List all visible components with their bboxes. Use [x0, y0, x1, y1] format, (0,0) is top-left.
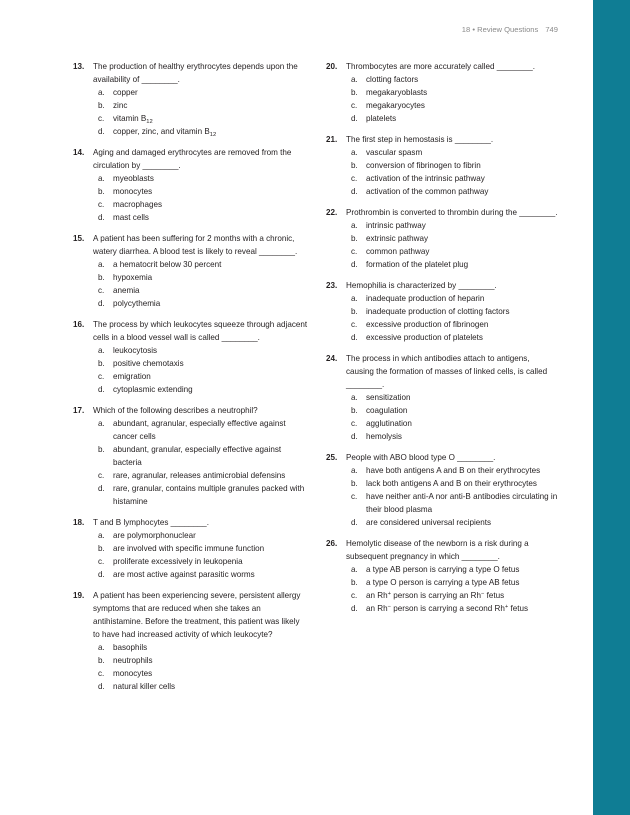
option-letter: b.	[98, 101, 105, 110]
answer-option	[93, 641, 308, 654]
answer-option	[93, 568, 308, 581]
chapter-label: 18 • Review Questions	[461, 25, 539, 34]
superscript: +	[504, 604, 509, 610]
option-text-block	[366, 114, 396, 123]
option-letter: c.	[351, 591, 358, 600]
option-text: fetus	[508, 604, 529, 613]
option-text: are involved with specific immune function	[113, 544, 265, 553]
option-text-block	[113, 88, 138, 97]
option-text: extrinsic pathway	[366, 234, 429, 243]
answer-option	[346, 245, 558, 258]
question-number: 21.	[326, 135, 338, 144]
option-text: person is carrying a second Rh	[391, 604, 505, 613]
option-text: polycythemia	[113, 299, 161, 308]
option-text: mast cells	[113, 213, 149, 222]
option-letter: c.	[98, 372, 105, 381]
question-text: Aging and damaged erythrocytes are removed from the circulation by ________.	[93, 148, 292, 170]
option-text-block	[366, 466, 540, 475]
option-text-block	[366, 294, 484, 303]
answer-option	[346, 490, 558, 516]
answer-option	[346, 589, 558, 602]
option-text: are polymorphonuclear	[113, 531, 196, 540]
option-text: abundant, granular, especially effective against bacteria	[113, 445, 282, 467]
option-text-block	[113, 656, 153, 665]
option-letter: b.	[351, 161, 358, 170]
option-text: excessive production of fibrinogen	[366, 320, 489, 329]
option-text-block	[113, 286, 140, 295]
option-letter: d.	[351, 187, 358, 196]
question-number: 15.	[73, 234, 85, 243]
option-letter: d.	[98, 570, 105, 579]
option-letter: d.	[351, 432, 358, 441]
option-text-block	[366, 148, 422, 157]
option-letter: c.	[351, 101, 358, 110]
question-14	[73, 146, 308, 224]
option-text: inadequate production of clotting factors	[366, 307, 510, 316]
question-text: The process by which leukocytes squeeze through adjacent cells in a blood vessel wall is called ________.	[93, 320, 308, 342]
option-text-block	[366, 393, 411, 402]
answer-option	[346, 331, 558, 344]
option-text-block	[113, 484, 304, 506]
option-text: lack both antigens A and B on their erythrocytes	[366, 479, 537, 488]
question-text: Hemolytic disease of the newborn is a risk during a subsequent pregnancy in which ________.	[346, 539, 529, 561]
option-text: excessive production of platelets	[366, 333, 483, 342]
option-letter: b.	[98, 656, 105, 665]
question-number: 14.	[73, 148, 85, 157]
option-text: positive chemotaxis	[113, 359, 184, 368]
answer-option	[346, 146, 558, 159]
question-number: 16.	[73, 320, 85, 329]
answer-option	[346, 258, 558, 271]
question-20	[326, 60, 558, 125]
answer-option	[346, 112, 558, 125]
option-text-block	[366, 161, 481, 170]
option-text: platelets	[366, 114, 397, 123]
option-text-block	[366, 565, 519, 574]
option-text: person is carrying an Rh	[391, 591, 481, 600]
answer-option	[93, 99, 308, 112]
question-21	[326, 133, 558, 198]
question-number: 13.	[73, 62, 85, 71]
option-text-block	[366, 419, 412, 428]
option-letter: b.	[351, 479, 358, 488]
option-text: hemolysis	[366, 432, 402, 441]
question-number: 24.	[326, 354, 338, 363]
answer-option	[346, 430, 558, 443]
option-letter: d.	[98, 213, 105, 222]
answer-option	[93, 469, 308, 482]
option-letter: b.	[351, 406, 358, 415]
question-text: A patient has been suffering for 2 months with a chronic, watery diarrhea. A blood test is likely to reveal ________.	[93, 234, 298, 256]
question-number: 22.	[326, 208, 338, 217]
option-text: activation of the intrinsic pathway	[366, 174, 485, 183]
option-letter: a.	[98, 531, 105, 540]
answer-option	[346, 404, 558, 417]
option-text-block	[113, 445, 281, 467]
option-text-block	[113, 570, 255, 579]
option-text-block	[366, 221, 426, 230]
option-letter: b.	[351, 234, 358, 243]
option-letter: b.	[351, 88, 358, 97]
option-text-block	[366, 75, 418, 84]
answer-option	[93, 529, 308, 542]
answer-option	[346, 292, 558, 305]
option-text: are considered universal recipients	[366, 518, 492, 527]
answer-option	[346, 185, 558, 198]
option-text: basophils	[113, 643, 148, 652]
option-text: leukocytosis	[113, 346, 158, 355]
option-letter: d.	[351, 518, 358, 527]
option-text-block	[366, 432, 402, 441]
option-text: vascular spasm	[366, 148, 423, 157]
answer-option	[93, 125, 308, 138]
option-letter: a.	[351, 565, 358, 574]
option-text: natural killer cells	[113, 682, 176, 691]
option-text: rare, agranular, releases antimicrobial defensins	[113, 471, 286, 480]
question-number: 18.	[73, 518, 85, 527]
answer-option	[346, 159, 558, 172]
question-text: The production of healthy erythrocytes depends upon the availability of ________.	[93, 62, 298, 84]
option-text-block	[366, 234, 428, 243]
option-letter: d.	[98, 127, 105, 136]
question-23	[326, 279, 558, 344]
option-letter: b.	[98, 445, 105, 454]
answer-option	[346, 477, 558, 490]
option-letter: c.	[98, 200, 105, 209]
answer-option	[93, 198, 308, 211]
option-text-block	[366, 479, 537, 488]
option-text-block	[366, 88, 427, 97]
option-text-block	[366, 174, 485, 183]
question-19	[73, 589, 308, 693]
option-text: vitamin B	[113, 114, 147, 123]
question-15	[73, 232, 308, 310]
option-text: formation of the platelet plug	[366, 260, 469, 269]
option-text-block	[113, 101, 127, 110]
answer-option	[93, 297, 308, 310]
option-text: cytoplasmic extending	[113, 385, 193, 394]
option-text: an Rh	[366, 591, 388, 600]
option-letter: c.	[98, 471, 105, 480]
superscript: −	[387, 604, 391, 610]
option-text: macrophages	[113, 200, 163, 209]
question-number: 25.	[326, 453, 338, 462]
left-column	[73, 60, 308, 701]
answer-option	[93, 271, 308, 284]
option-text: neutrophils	[113, 656, 153, 665]
option-text: hypoxemia	[113, 273, 153, 282]
option-text: anemia	[113, 286, 140, 295]
answer-option	[93, 667, 308, 680]
option-letter: a.	[351, 393, 358, 402]
superscript: +	[387, 591, 391, 597]
running-header	[400, 25, 558, 34]
option-text: zinc	[113, 101, 128, 110]
question-text: Thrombocytes are more accurately called ________.	[346, 62, 535, 71]
option-letter: a.	[351, 148, 358, 157]
option-text: conversion of fibrinogen to fibrin	[366, 161, 481, 170]
answer-option	[93, 542, 308, 555]
question-text: T and B lymphocytes ________.	[93, 518, 209, 527]
question-text: The process in which antibodies attach to antigens, causing the formation of masses of linked cells, is called ________.	[346, 354, 548, 389]
option-letter: c.	[351, 247, 358, 256]
option-text: intrinsic pathway	[366, 221, 426, 230]
question-text: Which of the following describes a neutrophil?	[93, 406, 258, 415]
option-letter: a.	[98, 174, 105, 183]
answer-option	[346, 391, 558, 404]
option-text: activation of the common pathway	[366, 187, 489, 196]
right-column	[326, 60, 558, 623]
question-text: The first step in hemostasis is ________.	[346, 135, 494, 144]
option-text: megakaryoblasts	[366, 88, 428, 97]
option-letter: b.	[351, 307, 358, 316]
option-text: inadequate production of heparin	[366, 294, 485, 303]
option-text: an Rh	[366, 604, 388, 613]
answer-option	[346, 563, 558, 576]
option-text: abundant, agranular, especially effective against cancer cells	[113, 419, 286, 441]
option-text: sensitization	[366, 393, 411, 402]
option-letter: d.	[351, 114, 358, 123]
option-text-block	[366, 307, 510, 316]
question-text: Prothrombin is converted to thrombin during the ________.	[346, 208, 558, 217]
option-text-block	[113, 260, 221, 269]
option-text: agglutination	[366, 419, 412, 428]
answer-option	[93, 383, 308, 396]
option-text: coagulation	[366, 406, 408, 415]
answer-option	[93, 86, 308, 99]
subscript: 12	[209, 132, 217, 138]
option-letter: d.	[98, 299, 105, 308]
option-text-block	[366, 492, 557, 514]
option-text-block	[113, 346, 157, 355]
question-18	[73, 516, 308, 581]
option-text-block	[113, 187, 152, 196]
superscript: −	[480, 591, 485, 597]
answer-option	[93, 417, 308, 443]
question-text: People with ABO blood type O ________.	[346, 453, 496, 462]
option-text-block	[113, 682, 175, 691]
option-letter: a.	[98, 346, 105, 355]
option-text-block	[366, 247, 429, 256]
option-text-block	[113, 419, 286, 441]
answer-option	[93, 211, 308, 224]
option-text-block	[366, 604, 528, 613]
answer-option	[346, 318, 558, 331]
option-letter: a.	[351, 221, 358, 230]
option-letter: a.	[98, 88, 105, 97]
option-text-block	[113, 359, 184, 368]
option-text-block	[366, 320, 488, 329]
option-text-block	[366, 260, 468, 269]
answer-option	[93, 482, 308, 508]
option-text-block	[366, 591, 504, 600]
option-letter: b.	[351, 578, 358, 587]
question-16	[73, 318, 308, 396]
option-text: a type AB person is carrying a type O fetus	[366, 565, 520, 574]
option-letter: a.	[351, 466, 358, 475]
option-text-block	[113, 372, 151, 381]
option-text-block	[113, 299, 160, 308]
answer-option	[93, 555, 308, 568]
option-text-block	[113, 544, 264, 553]
question-22	[326, 206, 558, 271]
answer-option	[346, 172, 558, 185]
option-letter: c.	[98, 669, 105, 678]
option-text: myeoblasts	[113, 174, 154, 183]
chapter-color-bar	[593, 0, 630, 815]
answer-option	[346, 232, 558, 245]
answer-option	[93, 344, 308, 357]
question-24	[326, 352, 558, 443]
option-text: a hematocrit below 30 percent	[113, 260, 222, 269]
question-text: Hemophilia is characterized by ________.	[346, 281, 497, 290]
option-text-block	[113, 273, 152, 282]
option-text-block	[366, 578, 519, 587]
option-letter: a.	[98, 419, 105, 428]
option-text: clotting factors	[366, 75, 419, 84]
answer-option	[346, 219, 558, 232]
option-text: have neither anti-A nor anti-B antibodies circulating in their blood plasma	[366, 492, 558, 514]
option-letter: c.	[98, 286, 105, 295]
answer-option	[346, 516, 558, 529]
answer-option	[93, 443, 308, 469]
option-text: emigration	[113, 372, 151, 381]
page-number: 749	[545, 25, 558, 34]
answer-option	[346, 417, 558, 430]
question-number: 20.	[326, 62, 338, 71]
option-text-block	[113, 127, 216, 136]
option-text: fetus	[484, 591, 505, 600]
answer-option	[93, 172, 308, 185]
answer-option	[93, 284, 308, 297]
option-text-block	[366, 518, 491, 527]
option-letter: c.	[351, 492, 358, 501]
answer-option	[93, 258, 308, 271]
option-text: megakaryocytes	[366, 101, 425, 110]
answer-option	[93, 357, 308, 370]
option-letter: a.	[98, 643, 105, 652]
option-text: proliferate excessively in leukopenia	[113, 557, 243, 566]
option-letter: d.	[98, 385, 105, 394]
question-26	[326, 537, 558, 615]
option-text: monocytes	[113, 187, 153, 196]
answer-option	[346, 602, 558, 615]
option-text-block	[113, 200, 162, 209]
answer-option	[346, 305, 558, 318]
option-letter: c.	[98, 114, 105, 123]
option-text: have both antigens A and B on their erythrocytes	[366, 466, 541, 475]
option-text-block	[113, 643, 147, 652]
option-letter: b.	[98, 544, 105, 553]
option-text: are most active against parasitic worms	[113, 570, 255, 579]
option-text: monocytes	[113, 669, 153, 678]
option-text-block	[113, 213, 149, 222]
option-letter: b.	[98, 273, 105, 282]
subscript: 12	[146, 119, 153, 125]
option-text-block	[113, 114, 153, 123]
question-17	[73, 404, 308, 508]
option-text-block	[113, 471, 285, 480]
question-13	[73, 60, 308, 138]
answer-option	[93, 680, 308, 693]
option-letter: d.	[351, 604, 358, 613]
option-letter: d.	[98, 682, 105, 691]
option-letter: a.	[351, 75, 358, 84]
answer-option	[93, 654, 308, 667]
answer-option	[346, 576, 558, 589]
option-text-block	[113, 557, 243, 566]
answer-option	[346, 99, 558, 112]
option-text: common pathway	[366, 247, 430, 256]
answer-option	[93, 370, 308, 383]
question-number: 19.	[73, 591, 85, 600]
answer-option	[346, 73, 558, 86]
option-text: a type O person is carrying a type AB fetus	[366, 578, 520, 587]
option-letter: c.	[351, 174, 358, 183]
question-number: 17.	[73, 406, 85, 415]
option-letter: d.	[351, 333, 358, 342]
question-number: 26.	[326, 539, 338, 548]
answer-option	[346, 86, 558, 99]
option-text: copper	[113, 88, 138, 97]
option-text-block	[113, 174, 154, 183]
option-text: copper, zinc, and vitamin B	[113, 127, 210, 136]
option-text: rare, granular, contains multiple granules packed with histamine	[113, 484, 305, 506]
option-text-block	[113, 669, 152, 678]
option-text-block	[366, 101, 425, 110]
option-text-block	[366, 333, 483, 342]
answer-option	[346, 464, 558, 477]
option-letter: b.	[98, 359, 105, 368]
answer-option	[93, 112, 308, 125]
option-letter: a.	[98, 260, 105, 269]
answer-option	[93, 185, 308, 198]
question-25	[326, 451, 558, 529]
option-letter: c.	[351, 320, 358, 329]
option-letter: c.	[351, 419, 358, 428]
option-letter: d.	[351, 260, 358, 269]
option-text-block	[113, 385, 193, 394]
option-letter: c.	[98, 557, 105, 566]
option-letter: b.	[98, 187, 105, 196]
option-text-block	[113, 531, 196, 540]
option-text-block	[366, 187, 488, 196]
option-text-block	[366, 406, 407, 415]
option-letter: a.	[351, 294, 358, 303]
question-number: 23.	[326, 281, 338, 290]
question-text: A patient has been experiencing severe, persistent allergy symptoms that are reduced when she takes an antihistamine. Before the treatment, this patient was likely to have had increased activity of which leukocyte?	[93, 591, 301, 639]
option-letter: d.	[98, 484, 105, 493]
